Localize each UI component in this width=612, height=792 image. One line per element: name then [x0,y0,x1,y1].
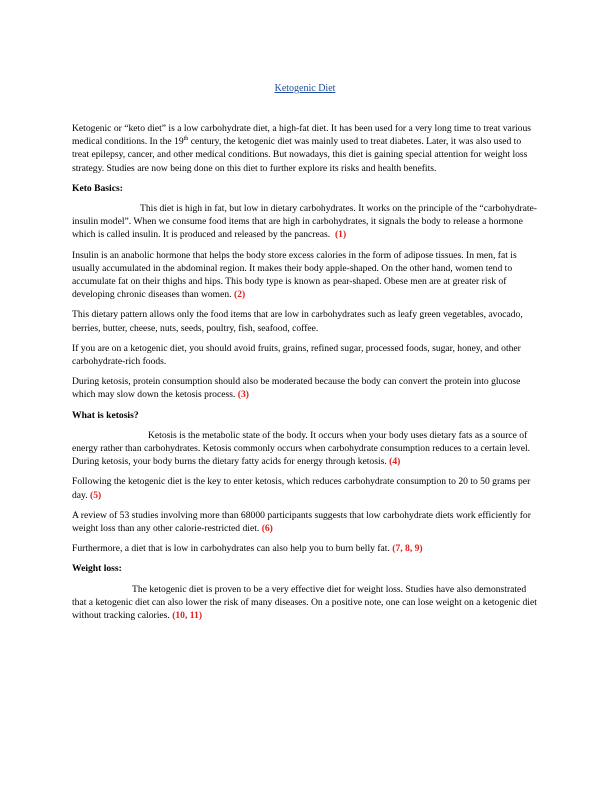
reference-citation: (1) [334,229,347,241]
ketosis-p1-text: Ketosis is the metabolic state of the body. It occurs when your body uses dietary fats as a source of energy rather than carbohydrates. Ketosis commonly occurs when carbohydrate consumption reduces to a certain level. During ketosis, your body burns the dietary fatty acids for energy through ketosis. [72,429,531,468]
ketosis-p3-text: A review of 53 studies involving more than 68000 participants suggests that low carbohydrate diets work efficiently for weight loss than any other calorie-restricted diet. [72,509,531,535]
ketosis-paragraph-4 [72,542,538,555]
basics-p1-text: This diet is high in fat, but low in dietary carbohydrates. It works on the principle of the “carbohydrate-insulin model”. When we consume food items that are high in carbohydrates, it signals the body to release a hormone which is called insulin. It is produced and released by the pancreas. [72,203,537,241]
title-link[interactable]: Ketogenic Diet [274,83,336,94]
basics-paragraph-4: If you are on a ketogenic diet, you should avoid fruits, grains, refined sugar, processed foods, sugar, honey, and other carbohydrate-rich foods. [72,342,521,368]
intro-superscript: th [183,136,189,143]
intro-text-2: century, the ketogenic diet was mainly used to treat diabetes. Later, it was also used to treat epilepsy, cancer, and other medical conditions. But nowadays, this diet is gaining special attention for weight loss strategy. Studies are now being done on this diet to further explore its risks and health benefits. [72,136,528,174]
basics-paragraph-1 [72,202,538,242]
basics-paragraph-3: This dietary pattern allows only the food items that are low in carbohydrates such as leafy green vegetables, avocado, berries, butter, cheese, nuts, seeds, poultry, fish, seafood, coffee. [72,309,523,334]
section-heading-ketosis: What is ketosis? [72,409,139,421]
reference-citation: (6) [261,523,273,535]
document-page [72,82,538,629]
ketosis-p2-text: Following the ketogenic diet is the key to enter ketosis, which reduces carbohydrate consumption to 20 to 50 grams per day. [72,476,531,501]
intro-paragraph [72,122,538,175]
weight-loss-paragraph-1 [72,583,538,623]
reference-citation: (7, 8, 9) [392,543,423,555]
reference-citation: (5) [90,489,102,501]
reference-citation: (3) [237,389,249,401]
intro-text-1: Ketogenic or “keto diet” is a low carbohydrate diet, a high-fat diet. It has been used for a very long time to treat various medical conditions. In the 19 [72,123,532,148]
ketosis-paragraph-1 [72,429,538,469]
reference-citation: (10, 11) [172,610,203,622]
basics-p5-text: During ketosis, protein consumption should also be moderated because the body can convert the protein into glucose which may slow down the ketosis process. [72,376,521,401]
basics-paragraph-5 [72,375,538,401]
ketosis-paragraph-3 [72,509,538,535]
document-title [72,82,538,96]
section-heading-keto-basics: Keto Basics: [72,182,123,194]
reference-citation: (4) [389,456,401,468]
reference-citation: (2) [234,289,246,301]
weight-loss-p1-text: The ketogenic diet is proven to be a very effective diet for weight loss. Studies have also demonstrated that a ketogenic diet can also lower the risk of many diseases. On a positive note, one can lose weight on a ketogenic diet without tracking calories. [72,583,537,622]
basics-paragraph-2 [72,249,538,302]
ketosis-paragraph-2 [72,475,538,501]
basics-p2-text: Insulin is an anabolic hormone that helps the body store excess calories in the form of adipose tissues. In men, fat is usually accumulated in the abdominal region. It makes their body apple-shaped. On the other hand, women tend to accumulate fat on their thighs and hips. This body type is known as pear-shaped. Obese men are at greater risk of developing chronic diseases than women. [72,249,517,301]
ketosis-p4-text: Furthermore, a diet that is low in carbohydrates can also help you to burn belly fat. [72,543,390,555]
section-heading-weight-loss: Weight loss: [72,563,122,575]
